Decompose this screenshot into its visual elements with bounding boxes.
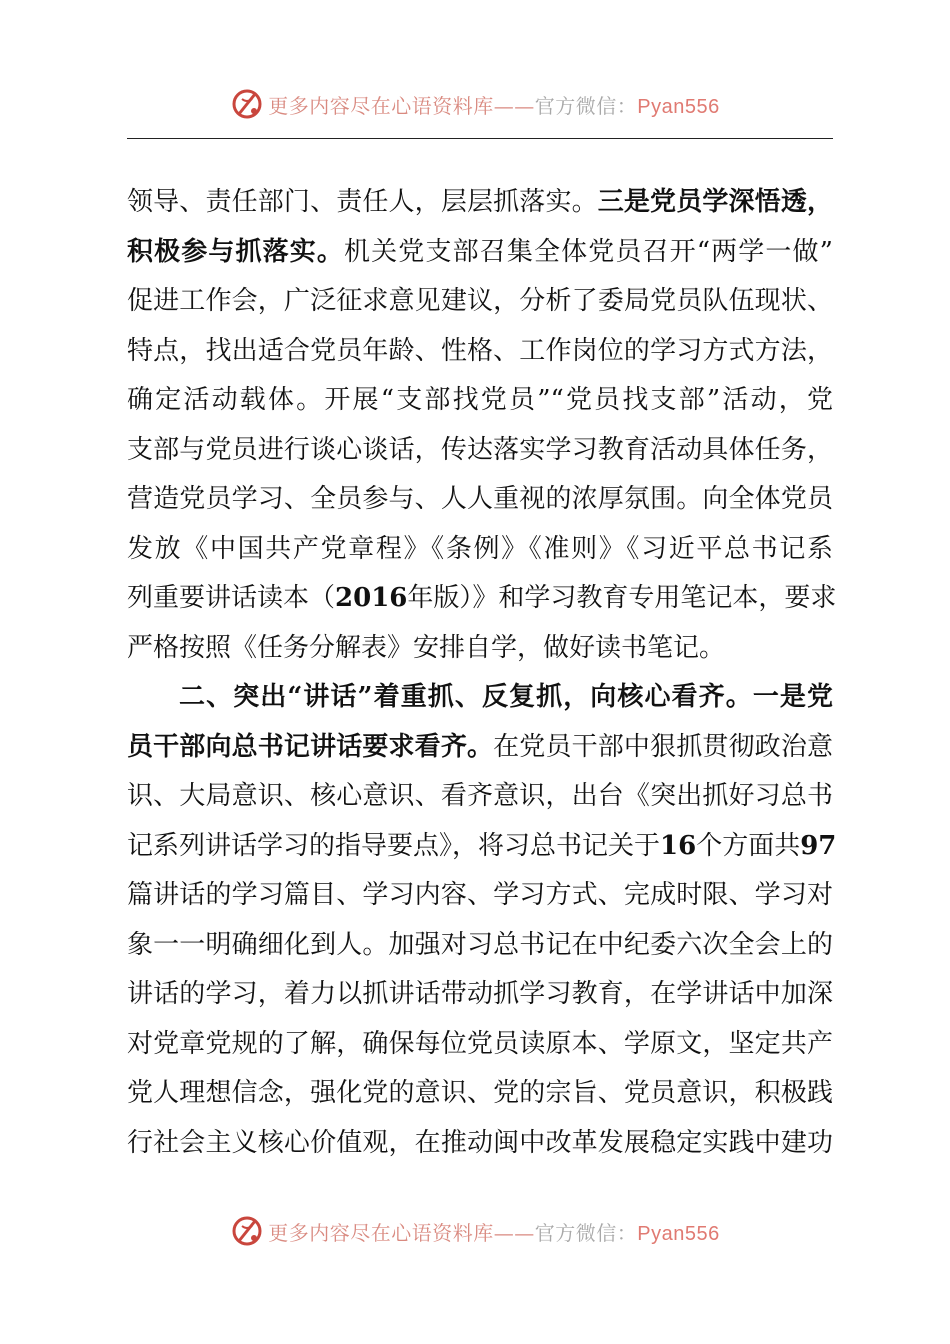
text-line: 员干部向总书记讲话要求看齐。在党员干部中狠抓贯彻政治意	[127, 731, 833, 762]
header-watermark-main: 更多内容尽在心语资料库——	[268, 93, 535, 118]
text-line: 促进工作会，广泛征求意见建议，分析了委局党员队伍现状、	[127, 286, 833, 316]
text-line: 领导、责任部门、责任人，层层抓落实。三是党员学深悟透，	[127, 187, 833, 217]
footer-watermark	[0, 1211, 950, 1251]
footer-watermark-id: Pyan556	[637, 1222, 720, 1245]
text-line: 发放《中国共产党章程》《条例》《准则》《习近平总书记系	[127, 533, 833, 564]
footer-watermark-wechat: 官方微信：	[534, 1220, 638, 1245]
text-line: 列重要讲话读本（2016年版）》和学习教育专用笔记本，要求	[127, 583, 837, 613]
footer-watermark-text	[268, 1217, 719, 1246]
text-line: 严格按照《任务分解表》安排自学，做好读书笔记。	[127, 632, 726, 663]
text-line: 篇讲话的学习篇目、学习内容、学习方式、完成时限、学习对	[127, 880, 833, 910]
text-line: 行社会主义核心价值观，在推动闽中改革发展稳定实践中建功	[127, 1127, 833, 1158]
brand-logo-icon	[230, 87, 264, 121]
header-rule	[127, 138, 833, 139]
text-line: 支部与党员进行谈心谈话，传达落实学习教育活动具体任务，	[127, 434, 833, 465]
text-line: 对党章党规的了解，确保每位党员读原本、学原文，坚定共产	[127, 1028, 833, 1059]
text-line: 特点，找出适合党员年龄、性格、工作岗位的学习方式方法，	[127, 335, 833, 366]
text-line: 党人理想信念，强化党的意识、党的宗旨、党员意识，积极践	[127, 1078, 833, 1108]
text-line: 识、大局意识、核心意识、看齐意识，出台《突出抓好习总书	[127, 781, 833, 811]
brand-logo-icon	[230, 1214, 264, 1248]
text-line: 象一一明确细化到人。加强对习总书记在中纪委六次全会上的	[127, 929, 833, 960]
header-watermark	[0, 84, 950, 124]
section-heading-line: 二、突出“讲话”着重抓、反复抓，向核心看齐。一是党	[179, 682, 833, 712]
text-line: 确定活动载体。开展“支部找党员”“党员找支部”活动，党	[127, 385, 833, 415]
header-watermark-wechat: 官方微信：	[534, 93, 638, 118]
header-watermark-id: Pyan556	[637, 95, 720, 118]
text-line: 营造党员学习、全员参与、人人重视的浓厚氛围。向全体党员	[127, 484, 833, 514]
footer-watermark-main: 更多内容尽在心语资料库——	[268, 1220, 535, 1245]
document-body	[127, 178, 837, 1168]
header-watermark-text	[268, 90, 719, 119]
text-line: 记系列讲话学习的指导要点》，将习总书记关于16个方面共97	[127, 830, 837, 861]
text-line: 讲话的学习，着力以抓讲话带动抓学习教育，在学讲话中加深	[127, 979, 833, 1009]
text-line: 积极参与抓落实。机关党支部召集全体党员召开“两学一做”	[127, 236, 833, 267]
